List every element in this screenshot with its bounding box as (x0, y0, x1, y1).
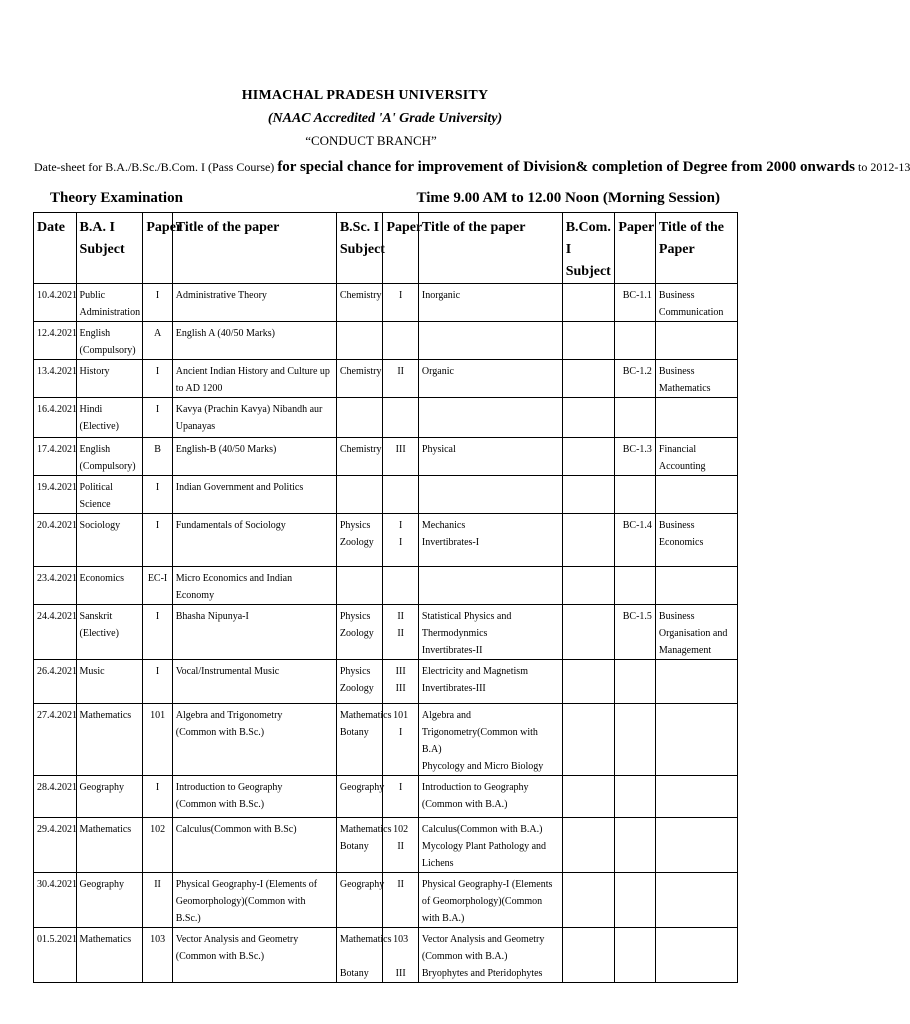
date-cell: 13.4.2021 (34, 360, 77, 398)
title-3-cell: Business Economics (655, 514, 737, 567)
table-row (34, 660, 738, 704)
paper-2-cell (383, 476, 418, 514)
paper-3-cell (615, 398, 656, 438)
ba-subject-cell: English (Compulsory) (76, 322, 143, 360)
ba-subject-cell: Economics (76, 567, 143, 605)
paper-1-cell: B (143, 438, 172, 476)
date-cell: 01.5.2021 (34, 928, 77, 983)
bcom-subject-cell (562, 704, 615, 776)
ba-subject-cell: Sociology (76, 514, 143, 567)
paper-3-cell: BC-1.1 (615, 284, 656, 322)
table-row (34, 605, 738, 660)
bsc-subject-cell: Physics Zoology (336, 605, 383, 660)
bcom-subject-cell (562, 360, 615, 398)
accreditation: (NAAC Accredited 'A' Grade University) (267, 111, 503, 126)
title-2-cell: Electricity and Magnetism Invertibrates-III (418, 660, 562, 704)
paper-2-cell: 102 II (383, 818, 418, 873)
col-title-2: Title of the paper (418, 213, 562, 284)
bcom-subject-cell (562, 928, 615, 983)
col-title-3: Title of the Paper (655, 213, 737, 284)
bcom-subject-cell (562, 660, 615, 704)
col-bcom-subject: B.Com. I Subject (562, 213, 615, 284)
paper-2-cell: II (383, 360, 418, 398)
bsc-subject-cell: Mathematics Botany (336, 928, 383, 983)
title-2-cell (418, 398, 562, 438)
ba-subject-cell: History (76, 360, 143, 398)
title-1-cell: Vector Analysis and Geometry (Common with B.Sc.) (172, 928, 336, 983)
title-3-cell: Financial Accounting (655, 438, 737, 476)
table-row (34, 360, 738, 398)
bcom-subject-cell (562, 476, 615, 514)
paper-3-cell (615, 873, 656, 928)
ba-subject-cell: Political Science (76, 476, 143, 514)
paper-3-cell (615, 660, 656, 704)
ba-subject-cell: Sanskrit (Elective) (76, 605, 143, 660)
title-2-cell: Inorganic (418, 284, 562, 322)
col-paper-3: Paper (615, 213, 656, 284)
title-2-cell: Vector Analysis and Geometry (Common with B.A.) Bryophytes and Pteridophytes (418, 928, 562, 983)
title-1-cell: Algebra and Trigonometry (Common with B.Sc.) (172, 704, 336, 776)
ba-subject-cell: Mathematics (76, 928, 143, 983)
title-1-cell: Administrative Theory (172, 284, 336, 322)
ba-subject-cell: Public Administration (76, 284, 143, 322)
title-3-cell (655, 704, 737, 776)
paper-1-cell: I (143, 514, 172, 567)
col-bsc-subject: B.Sc. I Subject (336, 213, 383, 284)
title-2-cell (418, 476, 562, 514)
bcom-subject-cell (562, 514, 615, 567)
title-3-cell: Business Mathematics (655, 360, 737, 398)
paper-2-cell: I (383, 284, 418, 322)
bsc-subject-cell: Mathematics Botany (336, 818, 383, 873)
date-cell: 12.4.2021 (34, 322, 77, 360)
title-1-cell: Introduction to Geography (Common with B.Sc.) (172, 776, 336, 818)
title-3-cell (655, 322, 737, 360)
paper-1-cell: I (143, 605, 172, 660)
paper-1-cell: EC-I (143, 567, 172, 605)
datesheet-table (33, 212, 738, 983)
bsc-subject-cell: Physics Zoology (336, 660, 383, 704)
paper-3-cell: BC-1.2 (615, 360, 656, 398)
title-1-cell: Kavya (Prachin Kavya) Nibandh aur Upanayas (172, 398, 336, 438)
bcom-subject-cell (562, 567, 615, 605)
bcom-subject-cell (562, 776, 615, 818)
title-1-cell: Calculus(Common with B.Sc) (172, 818, 336, 873)
bcom-subject-cell (562, 322, 615, 360)
title-3-cell (655, 873, 737, 928)
date-cell: 28.4.2021 (34, 776, 77, 818)
title-1-cell: Physical Geography-I (Elements of Geomorphology)(Common with B.Sc.) (172, 873, 336, 928)
table-row (34, 873, 738, 928)
paper-1-cell: I (143, 776, 172, 818)
title-3-cell (655, 660, 737, 704)
date-cell: 16.4.2021 (34, 398, 77, 438)
title-1-cell: Bhasha Nipunya-I (172, 605, 336, 660)
table-row (34, 476, 738, 514)
university-name: HIMACHAL PRADESH UNIVERSITY (241, 88, 489, 103)
exam-time: Time 9.00 AM to 12.00 Noon (Morning Session) (416, 190, 720, 206)
bcom-subject-cell (562, 398, 615, 438)
title-3-cell (655, 818, 737, 873)
paper-2-cell: I I (383, 514, 418, 567)
ba-subject-cell: Geography (76, 873, 143, 928)
paper-3-cell (615, 776, 656, 818)
bcom-subject-cell (562, 605, 615, 660)
table-row (34, 438, 738, 476)
datesheet-title (34, 159, 910, 176)
paper-1-cell: I (143, 476, 172, 514)
paper-2-cell: I (383, 776, 418, 818)
table-row (34, 776, 738, 818)
date-cell: 19.4.2021 (34, 476, 77, 514)
bsc-subject-cell: Geography (336, 776, 383, 818)
col-date: Date (34, 213, 77, 284)
paper-1-cell: 103 (143, 928, 172, 983)
title-3-cell: Business Communication (655, 284, 737, 322)
date-cell: 23.4.2021 (34, 567, 77, 605)
paper-1-cell: I (143, 284, 172, 322)
bsc-subject-cell (336, 322, 383, 360)
table-row (34, 704, 738, 776)
title-3-cell (655, 567, 737, 605)
title-1-cell: Ancient Indian History and Culture up to AD 1200 (172, 360, 336, 398)
table-row (34, 322, 738, 360)
exam-type: Theory Examination (50, 190, 183, 206)
paper-2-cell: 103 III (383, 928, 418, 983)
title-3-cell (655, 398, 737, 438)
paper-1-cell: I (143, 398, 172, 438)
bsc-subject-cell (336, 567, 383, 605)
date-cell: 10.4.2021 (34, 284, 77, 322)
title-2-cell: Statistical Physics and Thermodynmics Invertibrates-II (418, 605, 562, 660)
paper-3-cell (615, 928, 656, 983)
paper-1-cell: A (143, 322, 172, 360)
title-2-cell: Introduction to Geography (Common with B.A.) (418, 776, 562, 818)
paper-2-cell: III (383, 438, 418, 476)
title-1-cell: English A (40/50 Marks) (172, 322, 336, 360)
paper-3-cell (615, 818, 656, 873)
paper-3-cell (615, 322, 656, 360)
paper-3-cell (615, 476, 656, 514)
paper-1-cell: I (143, 660, 172, 704)
title-2-cell: Mechanics Invertibrates-I (418, 514, 562, 567)
title-2-cell: Algebra and Trigonometry(Common with B.A) Phycology and Micro Biology (418, 704, 562, 776)
paper-2-cell (383, 322, 418, 360)
title-2-cell: Physical (418, 438, 562, 476)
table-row (34, 928, 738, 983)
branch-name: “CONDUCT BRANCH” (305, 133, 437, 148)
bsc-subject-cell: Physics Zoology (336, 514, 383, 567)
date-cell: 26.4.2021 (34, 660, 77, 704)
bsc-subject-cell: Chemistry (336, 438, 383, 476)
date-cell: 29.4.2021 (34, 818, 77, 873)
title-3-cell (655, 476, 737, 514)
col-paper-2: Paper (383, 213, 418, 284)
title-2-cell: Physical Geography-I (Elements of Geomorphology)(Common with B.A.) (418, 873, 562, 928)
title-2-cell: Calculus(Common with B.A.) Mycology Plant Pathology and Lichens (418, 818, 562, 873)
title-3-cell (655, 928, 737, 983)
date-cell: 24.4.2021 (34, 605, 77, 660)
title-2-cell (418, 322, 562, 360)
datesheet-title-part1: Date-sheet for B.A./B.Sc./B.Com. I (Pass Course) (34, 160, 275, 174)
table-row (34, 398, 738, 438)
paper-1-cell: 102 (143, 818, 172, 873)
title-1-cell: Fundamentals of Sociology (172, 514, 336, 567)
datesheet-title-part2: for special chance for improvement of Division& completion of Degree from 2000 onwards (277, 159, 856, 175)
ba-subject-cell: Mathematics (76, 704, 143, 776)
table-row (34, 567, 738, 605)
paper-1-cell: 101 (143, 704, 172, 776)
paper-3-cell: BC-1.5 (615, 605, 656, 660)
paper-2-cell: III III (383, 660, 418, 704)
title-3-cell: Business Organisation and Management (655, 605, 737, 660)
col-title-1: Title of the paper (172, 213, 336, 284)
bsc-subject-cell: Mathematics Botany (336, 704, 383, 776)
paper-3-cell (615, 704, 656, 776)
ba-subject-cell: Hindi (Elective) (76, 398, 143, 438)
bcom-subject-cell (562, 284, 615, 322)
bcom-subject-cell (562, 873, 615, 928)
ba-subject-cell: Mathematics (76, 818, 143, 873)
paper-2-cell (383, 398, 418, 438)
table-header-row (34, 213, 738, 284)
ba-subject-cell: English (Compulsory) (76, 438, 143, 476)
paper-2-cell: II (383, 873, 418, 928)
paper-1-cell: I (143, 360, 172, 398)
col-ba-subject: B.A. I Subject (76, 213, 143, 284)
paper-3-cell: BC-1.3 (615, 438, 656, 476)
table-row (34, 284, 738, 322)
datesheet-title-part3: to 2012-13 (858, 160, 910, 174)
date-cell: 17.4.2021 (34, 438, 77, 476)
date-cell: 27.4.2021 (34, 704, 77, 776)
paper-2-cell: 101 I (383, 704, 418, 776)
ba-subject-cell: Geography (76, 776, 143, 818)
title-2-cell: Organic (418, 360, 562, 398)
bsc-subject-cell: Chemistry (336, 360, 383, 398)
table-row (34, 818, 738, 873)
bsc-subject-cell: Chemistry (336, 284, 383, 322)
paper-2-cell: II II (383, 605, 418, 660)
bcom-subject-cell (562, 818, 615, 873)
col-paper-1: Paper (143, 213, 172, 284)
title-3-cell (655, 776, 737, 818)
bsc-subject-cell: Geography (336, 873, 383, 928)
title-1-cell: Micro Economics and Indian Economy (172, 567, 336, 605)
title-1-cell: Indian Government and Politics (172, 476, 336, 514)
table-row (34, 514, 738, 567)
paper-2-cell (383, 567, 418, 605)
title-1-cell: Vocal/Instrumental Music (172, 660, 336, 704)
ba-subject-cell: Music (76, 660, 143, 704)
date-cell: 30.4.2021 (34, 873, 77, 928)
bcom-subject-cell (562, 438, 615, 476)
date-cell: 20.4.2021 (34, 514, 77, 567)
paper-1-cell: II (143, 873, 172, 928)
paper-3-cell: BC-1.4 (615, 514, 656, 567)
bsc-subject-cell (336, 398, 383, 438)
title-1-cell: English-B (40/50 Marks) (172, 438, 336, 476)
paper-3-cell (615, 567, 656, 605)
bsc-subject-cell (336, 476, 383, 514)
title-2-cell (418, 567, 562, 605)
